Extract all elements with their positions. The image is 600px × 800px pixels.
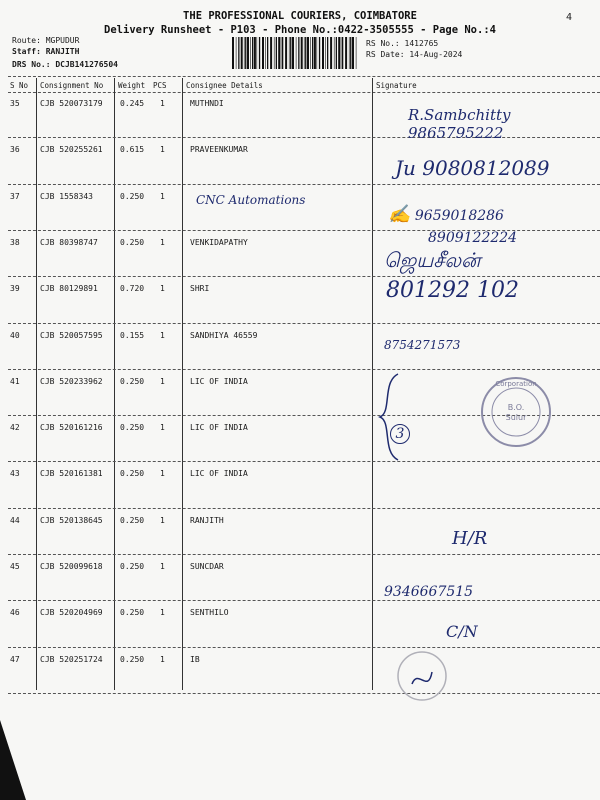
row-pcs: 1 (160, 145, 165, 155)
signature-row-36: Ju 9080812089 (395, 156, 550, 180)
row-consignment-no: CJB 520255261 (40, 145, 103, 155)
row-sno: 42 (10, 423, 20, 433)
col-sno: S No (10, 81, 29, 90)
row-weight: 0.245 (120, 99, 145, 108)
rs-number-label: RS No.: 1412765 (366, 39, 439, 48)
row-consignee: SENTHILO (190, 608, 229, 618)
row-weight: 0.250 (120, 423, 145, 433)
row-consignee: PRAVEENKUMAR (190, 145, 248, 155)
scan-shadow-corner (0, 720, 26, 800)
row-consignee: SANDHIYA 46559 (190, 330, 258, 340)
faint-stamp-row-47 (382, 648, 462, 704)
row-divider (8, 323, 600, 324)
row-consignee: LIC OF INDIA (190, 469, 248, 479)
row-pcs: 1 (160, 562, 165, 571)
row-weight: 0.615 (120, 145, 145, 155)
row-consignment-no: CJB 520073179 (40, 99, 103, 108)
row-consignment-no: CJB 520161381 (40, 469, 103, 479)
row-sno: 35 (10, 99, 20, 108)
page-number-mark: 4 (565, 12, 572, 23)
table-header (8, 80, 600, 92)
row-sno: 41 (10, 376, 20, 386)
row-sno: 40 (10, 330, 20, 340)
row-consignee: VENKIDAPATHY (190, 237, 248, 247)
row-consignment-no: CJB 520138645 (40, 515, 103, 525)
stamp-text-line3: Sulur (505, 413, 527, 422)
signature-row-38-phone: 8909122224 (428, 230, 518, 246)
table-row (8, 604, 600, 650)
row-consignment-no: CJB 520099618 (40, 562, 103, 571)
row-weight: 0.155 (120, 330, 145, 340)
company-title: THE PROFESSIONAL COURIERS, COIMBATORE (183, 10, 417, 22)
row-pcs: 1 (160, 654, 165, 664)
runsheet-subtitle: Delivery Runsheet - P103 - Phone No.:0422-3505555 - Page No.:4 (104, 24, 496, 36)
row-sno: 47 (10, 654, 20, 664)
col-consignee: Consignee Details (186, 81, 263, 90)
row-sno: 38 (10, 237, 20, 247)
col-signature: Signature (376, 81, 417, 90)
post-office-stamp (476, 372, 556, 452)
row-weight: 0.250 (120, 562, 145, 571)
bracket-mark (376, 372, 406, 462)
row-pcs: 1 (160, 608, 165, 618)
row-weight: 0.250 (120, 191, 145, 201)
header-bottom-divider (8, 92, 600, 93)
signature-row-37-phone: 9659018286 (414, 208, 504, 224)
row-consignment-no: CJB 520233962 (40, 376, 103, 386)
row-consignment-no: CJB 1558343 (40, 191, 93, 201)
row-divider (8, 461, 600, 462)
row-consignment-no: CJB 520251724 (40, 654, 103, 664)
row-weight: 0.250 (120, 515, 145, 525)
row-pcs: 1 (160, 237, 165, 247)
signature-row-38-tamil: ஜெயசீலன் (384, 248, 481, 272)
row-consignee: IB (190, 654, 200, 664)
row-consignee: SUNCDAR (190, 562, 224, 571)
row-consignment-no: CJB 80129891 (40, 284, 98, 294)
row-pcs: 1 (160, 330, 165, 340)
row-pcs: 1 (160, 469, 165, 479)
stamp-text-line1: Corporation (495, 380, 537, 388)
row-divider (8, 184, 600, 185)
route-label: Route: MGPUDUR (12, 36, 80, 45)
row-consignment-no: CJB 520204969 (40, 608, 103, 618)
row-sno: 43 (10, 469, 20, 479)
row-consignment-no: CJB 520161216 (40, 423, 103, 433)
rs-date-label: RS Date: 14-Aug-2024 (366, 50, 463, 59)
row-weight: 0.250 (120, 608, 145, 618)
row-divider (8, 600, 600, 601)
signature-row-39: 801292 102 (386, 278, 519, 303)
signature-row-46: C/N (446, 622, 478, 641)
signature-row-44: H/R (452, 528, 488, 549)
row-weight: 0.250 (120, 237, 145, 247)
row-divider (8, 554, 600, 555)
row-divider (8, 369, 600, 370)
col-weight: Weight (118, 81, 146, 90)
row-sno: 37 (10, 191, 20, 201)
row-pcs: 1 (160, 284, 165, 294)
row-pcs: 1 (160, 191, 165, 201)
signature-row-45: 9346667515 (384, 584, 474, 600)
col-consignment: Consignment No (40, 81, 104, 90)
row-sno: 45 (10, 562, 20, 571)
signature-row-37: ✍ 9659018286 (388, 204, 504, 225)
table-row (8, 651, 600, 697)
row-consignee: MUTHNDI (190, 99, 224, 108)
row-pcs: 1 (160, 515, 165, 525)
col-pcs: PCS (153, 81, 167, 90)
row-divider (8, 508, 600, 509)
row-weight: 0.720 (120, 284, 145, 294)
signature-row-40: 8754271573 (384, 338, 461, 352)
row-pcs: 1 (160, 99, 165, 108)
table-row (8, 558, 600, 604)
row-pcs: 1 (160, 423, 165, 433)
row-consignee: LIC OF INDIA (190, 376, 248, 386)
row-sno: 44 (10, 515, 20, 525)
row-divider (8, 693, 600, 694)
row-divider (8, 647, 600, 648)
row-weight: 0.250 (120, 654, 145, 664)
row-consignee: RANJITH (190, 515, 224, 525)
row-consignment-no: CJB 520057595 (40, 330, 103, 340)
row-sno: 46 (10, 608, 20, 618)
table-row (8, 512, 600, 558)
signature-row-42: 3 (390, 424, 410, 444)
row-sno: 39 (10, 284, 20, 294)
row-consignment-no: CJB 80398747 (40, 237, 98, 247)
row-consignee: SHRI (190, 284, 210, 294)
header-top-divider (8, 76, 600, 77)
row-sno: 36 (10, 145, 20, 155)
handwritten-cnc-automations: CNC Automations (196, 193, 306, 207)
barcode-image (232, 37, 358, 69)
table-row (8, 327, 600, 373)
row-consignee: LIC OF INDIA (190, 423, 248, 433)
drs-label: DRS No.: DCJB141276504 (12, 60, 118, 69)
signature-row-35: R.Sambchitty 9865795222 (408, 106, 511, 142)
row-pcs: 1 (160, 376, 165, 386)
table-row (8, 465, 600, 511)
staff-label: Staff: RANJITH (12, 47, 80, 56)
row-weight: 0.250 (120, 376, 145, 386)
row-weight: 0.250 (120, 469, 145, 479)
stamp-text-line2: B.O. (507, 403, 525, 412)
